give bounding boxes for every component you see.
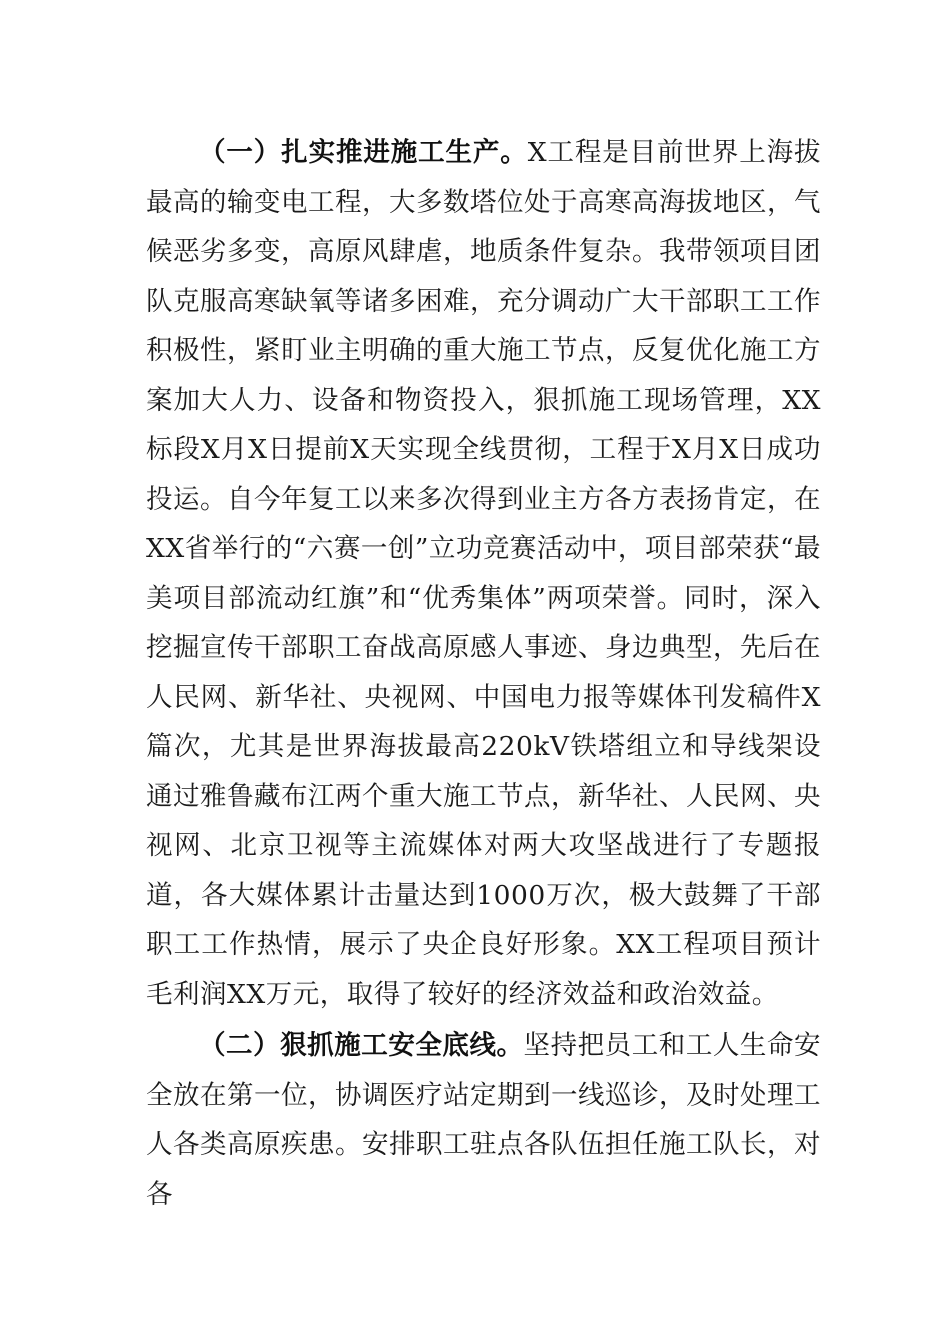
paragraph-construction-production xyxy=(146,128,821,1019)
paragraph-heading: （一）扎实推进施工生产。 xyxy=(199,137,528,168)
paragraph-construction-safety xyxy=(146,1021,821,1219)
paragraph-text: X工程是目前世界上海拔最高的输变电工程，大多数塔位处于高寒高海拔地区，气候恶劣多变，高原风肆虐，地质条件复杂。我带领项目团队克服高寒缺氧等诸多困难，充分调动广大干部职工工作积极性，紧盯业主明确的重大施工节点，反复优化施工方案加大人力、设备和物资投入，狠抓施工现场管理，XX标段X月X日提前X天实现全线贯彻，工程于X月X日成功投运。自今年复工以来多次得到业主方各方表扬肯定，在XX省举行的“六赛一创”立功竞赛活动中，项目部荣获“最美项目部流动红旗”和“优秀集体”两项荣誉。同时，深入挖掘宣传干部职工奋战高原感人事迹、身边典型，先后在人民网、新华社、央视网、中国电力报等媒体刊发稿件X篇次，尤其是世界海拔最高220kV铁塔组立和导线架设通过雅鲁藏布江两个重大施工节点，新华社、人民网、央视网、北京卫视等主流媒体对两大攻坚战进行了专题报道，各大媒体累计击量达到1000万次，极大鼓舞了干部职工工作热情，展示了央企良好形象。XX工程项目预计毛利润XX万元，取得了较好的经济效益和政治效益。 xyxy=(146,137,822,1010)
document-body xyxy=(146,128,821,1219)
paragraph-heading: （二）狠抓施工安全底线。 xyxy=(199,1030,524,1061)
paragraph-text: 坚持把员工和工人生命安全放在第一位，协调医疗站定期到一线巡诊，及时处理工人各类高原疾患。安排职工驻点各队伍担任施工队长，对各 xyxy=(146,1030,822,1210)
